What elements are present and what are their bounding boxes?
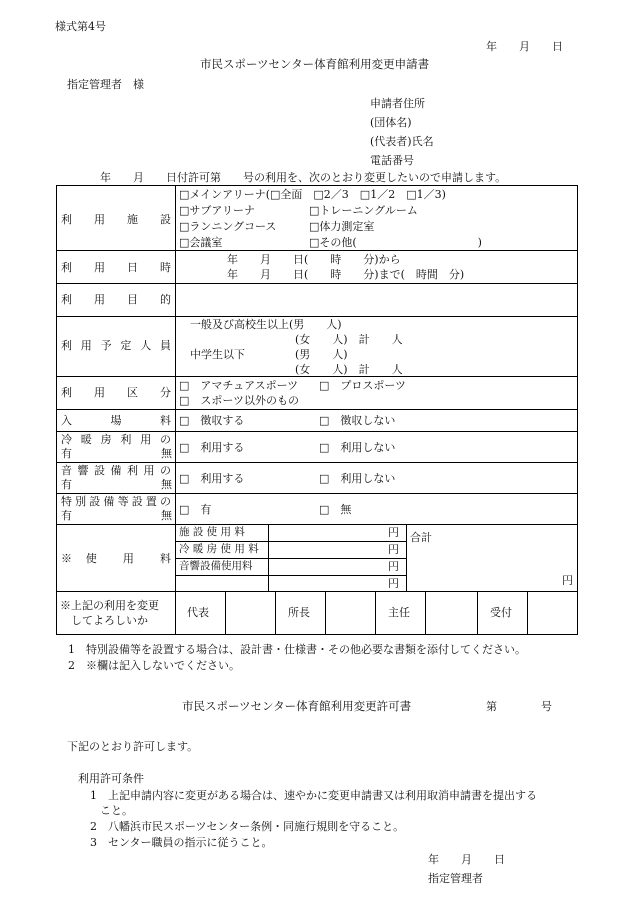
special-label-no: 無	[161, 509, 172, 522]
special-label-yes: 有	[61, 509, 72, 522]
facility-other[interactable]: □その他( )	[309, 236, 482, 249]
facility-label: 利 用 施 設	[61, 213, 171, 226]
facility-main-arena[interactable]: □メインアリーナ(□全面 □2／3 □1／2 □1／3)	[179, 188, 446, 201]
category-label: 利 用 区 分	[61, 386, 171, 399]
fee-facility-yen: 円	[388, 526, 399, 539]
fee-facility-label: 施 設 使 用 料	[179, 526, 245, 538]
condition-1-cont: こと。	[100, 804, 133, 817]
people-junior-male[interactable]: (男 人)	[295, 348, 348, 361]
purpose-field[interactable]	[177, 284, 575, 314]
aircon-label: 冷 暖 房 利 用 の	[61, 433, 171, 446]
fee-aircon-label: 冷 暖 房 使 用 料	[179, 543, 259, 555]
fee-sound-yen: 円	[388, 560, 399, 573]
category-non-sport[interactable]: □ スポーツ以外のもの	[179, 394, 299, 407]
group-name-label: (団体名)	[370, 116, 412, 129]
sound-label-yes: 有	[61, 478, 72, 491]
condition-2: 2 八幡浜市民スポーツセンター条例・同施行規則を守ること。	[90, 820, 405, 833]
aircon-use[interactable]: □ 利用する	[179, 441, 245, 454]
facility-meeting-room[interactable]: □会議室	[179, 236, 223, 249]
usage-fee-label: ※ 使 用 料	[61, 552, 171, 565]
special-label: 特別設備等設置の	[61, 495, 171, 508]
form-number: 様式第4号	[55, 20, 106, 33]
page-title: 市民スポーツセンター体育館利用変更申請書	[200, 57, 430, 71]
approval-reception: 受付	[490, 606, 512, 619]
facility-sub-arena[interactable]: □サブアリーナ	[179, 204, 255, 217]
conditions-title: 利用許可条件	[78, 772, 144, 785]
applicant-address-label: 申請者住所	[370, 97, 425, 110]
aircon-label-no: 無	[161, 447, 172, 460]
header-date: 年 月 日	[486, 40, 563, 53]
permit-title: 市民スポーツセンター体育館利用変更許可書	[182, 699, 412, 713]
approval-representative: 代表	[187, 606, 209, 619]
datetime-label: 利 用 日 時	[61, 261, 171, 274]
category-pro[interactable]: □ プロスポーツ	[319, 379, 406, 392]
category-amateur[interactable]: □ アマチュアスポーツ	[179, 379, 299, 392]
sound-use[interactable]: □ 利用する	[179, 472, 245, 485]
approval-label-1: ※上記の利用を変更	[60, 599, 159, 612]
sound-label: 音 響 設 備 利 用 の	[61, 464, 171, 477]
fee-sound-label: 音響設備使用料	[179, 560, 253, 572]
special-no[interactable]: □ 無	[319, 503, 352, 516]
condition-1: 1 上記申請内容に変更がある場合は、速やかに変更申請書又は利用取消申請書を提出する	[90, 789, 537, 802]
note-2: 2 ※欄は記入しないでください。	[68, 659, 240, 672]
sound-label-no: 無	[161, 478, 172, 491]
permit-issuer: 指定管理者	[428, 872, 483, 885]
application-table	[56, 185, 578, 635]
approval-label-2: してよろしいか	[71, 614, 148, 627]
people-junior-female[interactable]: (女 人) 計 人	[295, 363, 403, 376]
fee-aircon-yen: 円	[388, 543, 399, 556]
fee-total-yen: 円	[562, 574, 573, 587]
datetime-to[interactable]: 年 月 日( 時 分)まで( 時間 分)	[227, 268, 465, 281]
permit-number: 第 号	[486, 700, 552, 713]
aircon-label-yes: 有	[61, 447, 72, 460]
datetime-from[interactable]: 年 月 日( 時 分)から	[227, 253, 401, 266]
approval-chief: 主任	[388, 606, 410, 619]
phone-label: 電話番号	[370, 154, 414, 167]
fee-collect[interactable]: □ 徴収する	[179, 414, 245, 427]
special-yes[interactable]: □ 有	[179, 503, 212, 516]
fee-no-collect[interactable]: □ 徴収しない	[319, 414, 396, 427]
facility-running-course[interactable]: □ランニングコース	[179, 220, 277, 233]
aircon-no-use[interactable]: □ 利用しない	[319, 441, 396, 454]
people-label: 利 用 予 定 人 員	[61, 339, 171, 352]
fee-label: 入 場 料	[61, 414, 171, 427]
people-general-female[interactable]: (女 人) 計 人	[295, 333, 403, 346]
condition-3: 3 センター職員の指示に従うこと。	[90, 836, 273, 849]
facility-fitness-room[interactable]: □体力測定室	[309, 220, 375, 233]
fee-total-label: 合計	[410, 531, 432, 544]
fee-subtotal-yen: 円	[388, 577, 399, 590]
sound-no-use[interactable]: □ 利用しない	[319, 472, 396, 485]
representative-name-label: (代表者)氏名	[370, 135, 434, 148]
purpose-label: 利 用 目 的	[61, 293, 171, 306]
intro-statement: 年 月 日付許可第 号の利用を、次のとおり変更したいので申請します。	[100, 171, 507, 184]
people-junior-label: 中学生以下	[190, 348, 245, 361]
note-1: 1 特別設備等を設置する場合は、設計書・仕様書・その他必要な書類を添付してください。	[68, 643, 526, 656]
permit-date: 年 月 日	[428, 853, 505, 866]
addressee: 指定管理者 様	[67, 78, 144, 91]
people-general[interactable]: 一般及び高校生以上(男 人)	[190, 318, 342, 331]
approval-director: 所長	[288, 606, 310, 619]
permit-statement: 下記のとおり許可します。	[67, 740, 199, 753]
facility-training-room[interactable]: □トレーニングルーム	[309, 204, 418, 217]
